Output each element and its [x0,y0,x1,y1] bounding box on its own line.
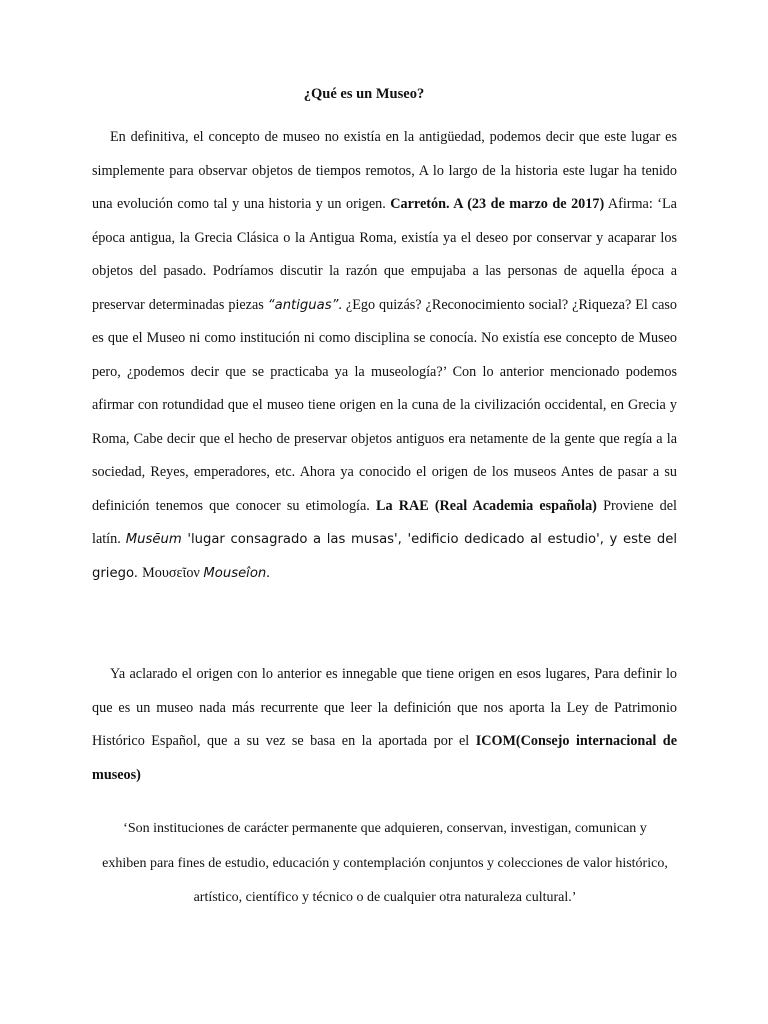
page-title: ¿Qué es un Museo? [303,86,425,102]
paragraph-definition [92,658,677,792]
latin-term: Musēum [125,532,182,547]
text-run: Afirma: ‘La época antigua, la Grecia Clásica o la Antigua Roma, existía ya el deseo por conservar y acaparar los objetos del pasado. Podríamos discutir la razón que empujaba a las personas de aquella época a preservar determinadas piezas [92,196,677,313]
citation-rae: La RAE (Real Academia española) [376,497,597,514]
text-run: Ya aclarado el origen con lo anterior es innegable que tiene origen en esos lugares, Para definir lo que es un museo nada más recurrente que leer la definición que nos aporta la Ley de Patrimonio Histórico Español, que a su vez se basa en la aportada por el [92,666,677,749]
text-run: Proviene del latín. [92,497,677,547]
quoted-term: “antiguas” [267,297,339,313]
text-run: 'lugar consagrado a las musas', 'edificio dedicado al estudio', y este del griego. [92,532,677,581]
transliterated-term: Mouseîon [203,565,267,581]
greek-term: Μουσεῖον [142,564,200,581]
text-run: . ¿Ego quizás? ¿Reconocimiento social? ¿Riqueza? El caso es que el Museo ni como institución ni como disciplina se conocía. No existía ese concepto de Museo pero, ¿podemos decir que se practicaba ya la museología?’ Con lo anterior mencionado podemos afirmar con rotundidad que el museo tiene origen en la cuna de la civilización occidental, en Grecia y Roma, Cabe decir que el hecho de preservar objetos antiguos era netamente de la gente que regía a la sociedad, Reyes, emperadores, etc. Ahora ya conocido el origen de los museos Antes de pasar a su definición tenemos que conocer su etimología. [92,296,678,514]
text-run: En definitiva, el concepto de museo no existía en la antigüedad, podemos decir que este lugar es simplemente para observar objetos de tiempos remotos, A lo largo de la historia este lugar ha tenido una evolución como tal y una historia y un origen. [92,129,677,212]
text-run: . [266,564,270,581]
citation-carreton: Carretón. A (23 de marzo de 2017) [390,196,605,212]
block-quote: ‘Son instituciones de carácter permanente que adquieren, conservan, investigan, comunican y exhiben para fines de estudio, educación y contemplación conjuntos y colecciones de valor histórico, artístico, científico y técnico o de cualquier otra naturaleza cultural.’ [102,821,668,905]
citation-icom: ICOM(Consejo internacional de museos) [92,733,677,783]
paragraph-origin [92,121,677,590]
